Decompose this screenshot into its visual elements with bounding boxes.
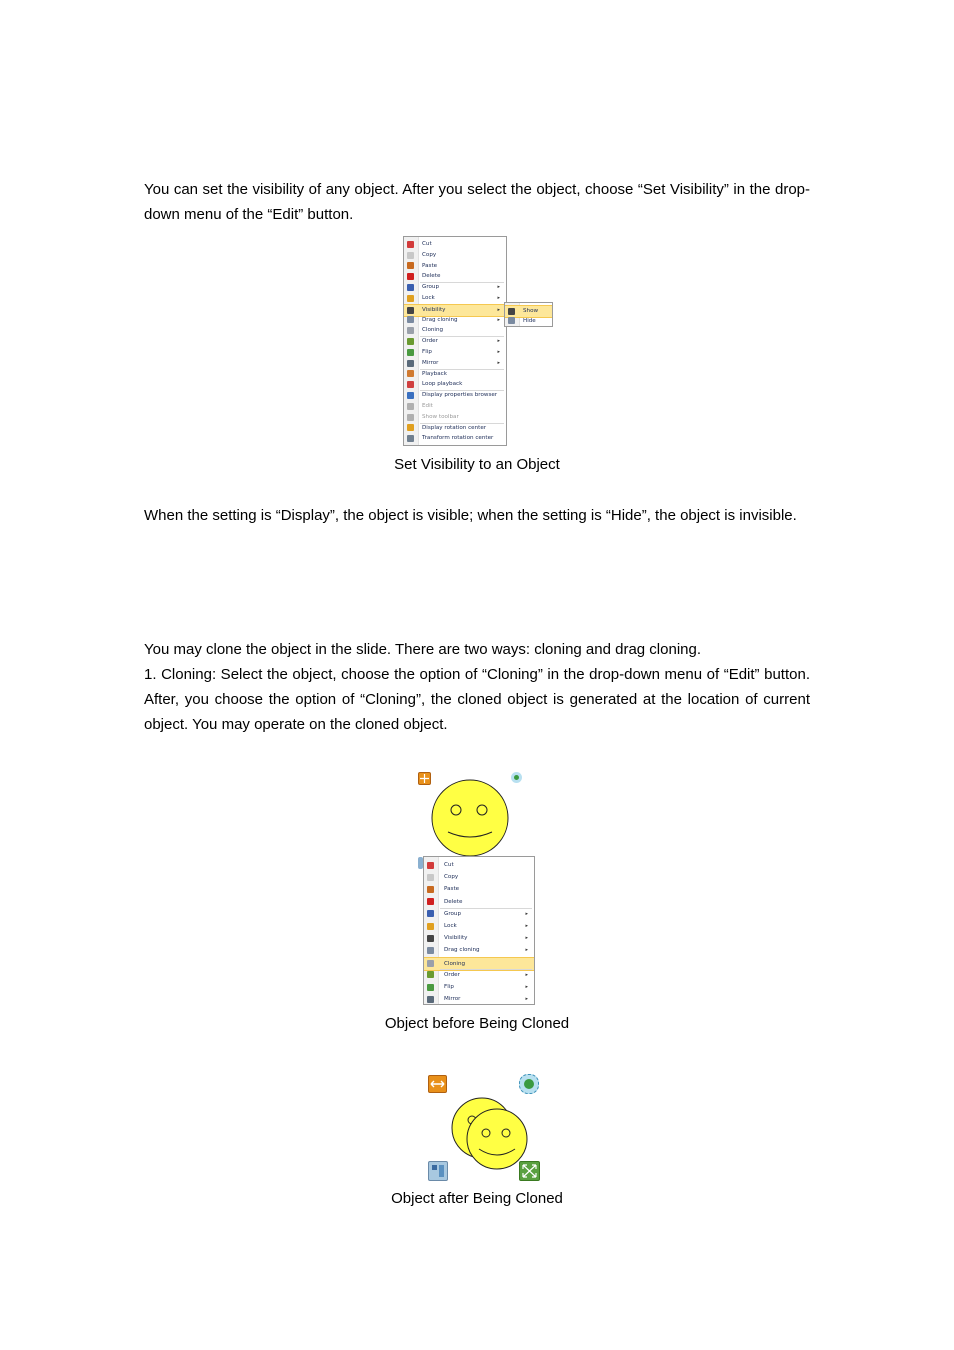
submenu-arrow-icon: ▸ — [525, 923, 528, 929]
visibility-explain-paragraph: When the setting is “Display”, the object is visible; when the setting is “Hide”, the object is invisible. — [144, 507, 797, 524]
loop-icon — [407, 381, 414, 388]
flip-icon — [407, 349, 414, 356]
menu-item-label: Drag cloning — [422, 316, 458, 323]
properties-handle-icon[interactable] — [428, 1161, 448, 1181]
menu-item-label: Visibility — [444, 935, 468, 942]
menu-item-lock[interactable] — [424, 920, 534, 932]
playback-icon — [407, 370, 414, 377]
menu-item-visibility[interactable] — [424, 932, 534, 944]
delete-icon — [407, 273, 414, 280]
copy-icon — [407, 252, 414, 259]
menu-item-label: Lock — [444, 923, 457, 929]
menu-item-label: Lock — [422, 295, 435, 301]
menu-item-label: Loop playback — [422, 381, 463, 388]
menu-item-label: Delete — [444, 898, 463, 905]
menu-item-delete[interactable] — [424, 896, 534, 908]
menu-item-paste[interactable] — [404, 261, 506, 272]
figure-caption-visibility: Set Visibility to an Object — [394, 456, 560, 473]
menu-item-label: Visibility — [422, 306, 446, 313]
menu-item-label: Cloning — [444, 960, 466, 967]
clone-icon — [407, 327, 414, 334]
menu-item-cloning[interactable] — [404, 325, 506, 336]
menu-item-label: Display rotation center — [422, 424, 487, 431]
scissors-icon — [407, 241, 414, 248]
submenu-arrow-icon: ▸ — [525, 947, 528, 954]
menu-item-flip[interactable] — [424, 981, 534, 993]
menu-item-edit[interactable] — [404, 401, 506, 412]
menu-item-label: Mirror — [422, 359, 439, 366]
eye-icon — [407, 307, 414, 314]
delete-icon — [427, 898, 434, 905]
menu-item-label: Mirror — [444, 996, 461, 1003]
hide-icon — [508, 317, 515, 324]
eye-icon — [427, 935, 434, 942]
menu-item-show-toolbar[interactable] — [404, 412, 506, 423]
order-icon — [407, 338, 414, 345]
clone-step1-paragraph: 1. Cloning: Select the object, choose the option of “Cloning” in the drop-down menu of “Edit” button. After, you choose the option of “Cloning”, the cloned object is generated at the location of current object. You may operate on the cloned object. — [144, 666, 810, 733]
menu-item-label: Cut — [444, 862, 454, 868]
menu-item-label: Transform rotation center — [422, 435, 494, 442]
menu-item-order[interactable] — [404, 336, 506, 347]
menu-item-delete[interactable] — [404, 271, 506, 282]
menu-item-label: Group — [422, 284, 440, 291]
menu-item-label: Copy — [444, 874, 459, 881]
menu-item-cut[interactable] — [404, 239, 506, 250]
context-menu-visibility — [403, 236, 507, 446]
rotation-center-icon — [407, 424, 414, 431]
submenu-arrow-icon: ▸ — [497, 316, 500, 323]
submenu-arrow-icon: ▸ — [497, 349, 500, 355]
clone-intro-paragraph: You may clone the object in the slide. There are two ways: cloning and drag cloning. — [144, 641, 702, 658]
copy-icon — [427, 874, 434, 881]
clone-icon — [427, 960, 434, 967]
rotate-handle-icon[interactable] — [519, 1074, 539, 1094]
menu-item-label: Paste — [444, 886, 460, 893]
menu-item-hide[interactable] — [505, 316, 552, 327]
transform-rotation-icon — [407, 435, 414, 442]
menu-item-label: Drag cloning — [444, 947, 480, 954]
figure-caption-before-clone: Object before Being Cloned — [384, 1015, 570, 1032]
menu-item-lock[interactable] — [404, 293, 506, 304]
submenu-arrow-icon: ▸ — [525, 996, 528, 1003]
scissors-icon — [427, 862, 434, 869]
menu-item-copy[interactable] — [424, 871, 534, 883]
context-menu-cloning — [423, 856, 535, 1005]
menu-item-label: Order — [444, 971, 460, 978]
menu-item-label: Cut — [422, 241, 432, 247]
submenu-arrow-icon: ▸ — [525, 935, 528, 942]
submenu-arrow-icon: ▸ — [525, 984, 528, 990]
menu-item-drag-cloning[interactable] — [424, 944, 534, 956]
menu-item-label: Group — [444, 910, 462, 917]
flip-icon — [427, 984, 434, 991]
lock-icon — [407, 295, 414, 302]
menu-item-label: Paste — [422, 262, 438, 269]
submenu-arrow-icon: ▸ — [497, 295, 500, 301]
submenu-arrow-icon: ▸ — [497, 284, 500, 291]
menu-item-display-properties-browser[interactable] — [404, 390, 506, 401]
menu-item-label: Flip — [422, 349, 432, 355]
menu-item-flip[interactable] — [404, 347, 506, 358]
submenu-arrow-icon: ▸ — [497, 359, 500, 366]
menu-item-label: Order — [422, 338, 438, 345]
menu-item-group[interactable] — [424, 908, 534, 920]
menu-item-cut[interactable] — [424, 859, 534, 871]
menu-item-label: Edit — [422, 403, 433, 409]
menu-item-transform-rotation-center[interactable] — [404, 433, 506, 444]
visibility-intro-paragraph: You can set the visibility of any object. After you select the object, choose “Set Visibility” in the drop-down menu of the “Edit” button. — [144, 181, 810, 223]
eye-icon — [508, 308, 515, 315]
smiley-face-original[interactable] — [430, 778, 510, 858]
group-icon — [427, 910, 434, 917]
toolbar-icon — [407, 414, 414, 421]
submenu-arrow-icon: ▸ — [525, 910, 528, 917]
visibility-submenu — [504, 302, 553, 327]
menu-item-copy[interactable] — [404, 250, 506, 261]
menu-item-loop-playback[interactable] — [404, 379, 506, 390]
group-icon — [407, 284, 414, 291]
figure-caption-after-clone: Object after Being Cloned — [391, 1190, 563, 1207]
move-handle-icon[interactable] — [428, 1075, 447, 1093]
resize-handle-icon[interactable] — [519, 1161, 540, 1181]
drag-clone-icon — [427, 947, 434, 954]
submenu-arrow-icon: ▸ — [497, 338, 500, 345]
paste-icon — [407, 262, 414, 269]
menu-item-display-rotation-center[interactable] — [404, 423, 506, 434]
mirror-icon — [407, 360, 414, 367]
submenu-arrow-icon: ▸ — [497, 306, 500, 313]
menu-item-label: Playback — [422, 370, 447, 377]
menu-item-label: Display properties browser — [422, 392, 498, 399]
submenu-arrow-icon: ▸ — [525, 971, 528, 978]
menu-item-paste[interactable] — [424, 883, 534, 895]
menu-item-order[interactable] — [424, 969, 534, 981]
properties-icon — [407, 392, 414, 399]
mirror-icon — [427, 996, 434, 1003]
menu-item-label: Hide — [523, 317, 536, 324]
lock-icon — [427, 923, 434, 930]
menu-item-drag-cloning[interactable] — [404, 315, 506, 326]
menu-item-label: Flip — [444, 984, 454, 990]
drag-clone-icon — [407, 316, 414, 323]
menu-item-mirror[interactable] — [424, 993, 534, 1005]
menu-item-label: Show toolbar — [422, 413, 459, 420]
menu-item-label: Cloning — [422, 327, 444, 334]
menu-item-label: Copy — [422, 251, 437, 258]
menu-item-mirror[interactable] — [404, 358, 506, 369]
edit-icon — [407, 403, 414, 410]
menu-item-group[interactable] — [404, 282, 506, 293]
order-icon — [427, 971, 434, 978]
menu-item-label: Show — [523, 308, 539, 314]
menu-item-label: Delete — [422, 273, 441, 280]
rotate-handle-icon[interactable] — [511, 772, 522, 783]
menu-item-playback[interactable] — [404, 369, 506, 380]
paste-icon — [427, 886, 434, 893]
